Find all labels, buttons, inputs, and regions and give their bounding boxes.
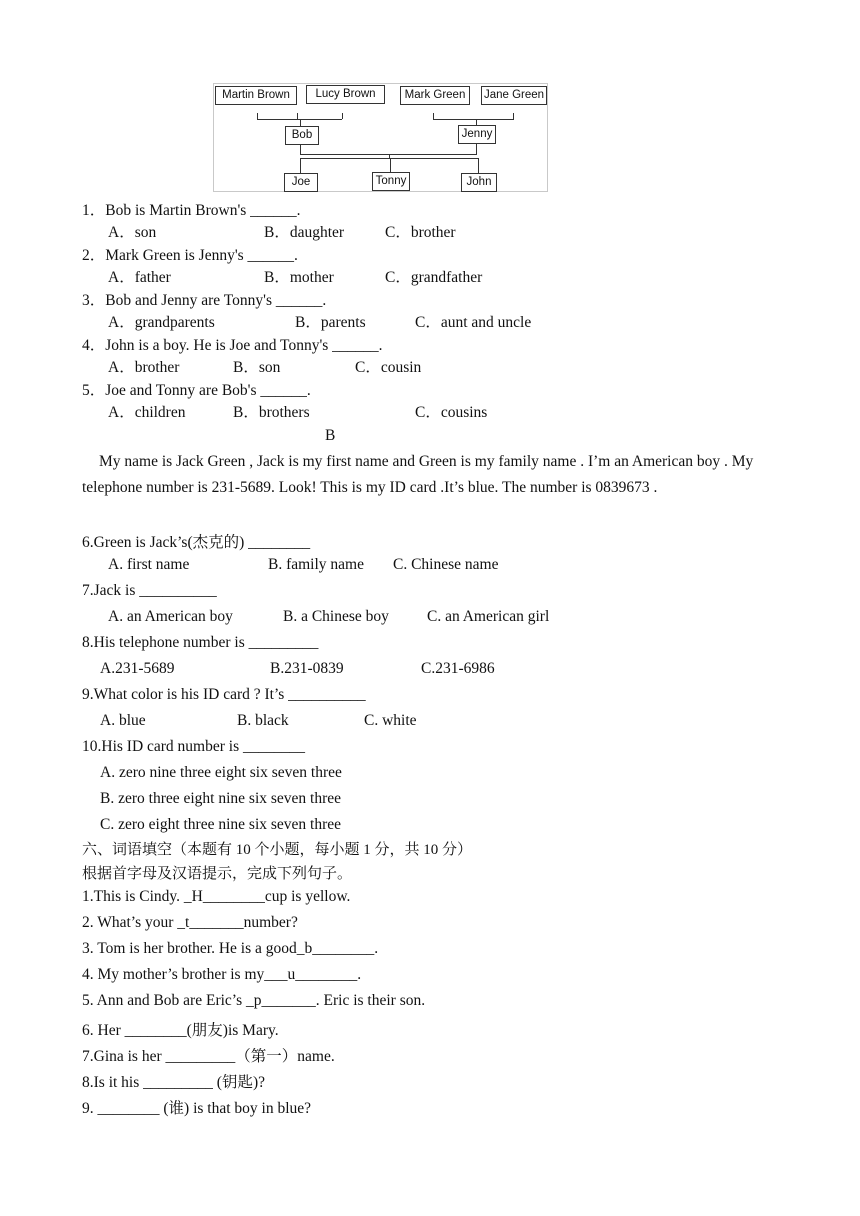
q2-option-a: A．father [108, 269, 171, 286]
q9-option-c: C. white [364, 712, 417, 729]
q1-option-b: B．daughter [264, 224, 345, 241]
q7-option-c: C. an American girl [427, 608, 550, 625]
fill-blank[interactable]: ___u________ [264, 966, 358, 983]
fill-blank[interactable]: _t_______ [177, 914, 244, 931]
q5-option-a: A．children [108, 404, 186, 421]
reading-passage: My name is Jack Green , Jack is my first name and Green is my family name . I’m an American boy . My telephone number is 231-5689. Look! This is my ID card .It’s blue. The number is 0839673 . [82, 453, 754, 496]
q7-option-b: B. a Chinese boy [283, 608, 389, 625]
tree-node-joe: Joe [284, 173, 318, 192]
tree-node-jane-green: Jane Green [481, 86, 547, 105]
q2-option-c: C．grandfather [385, 269, 483, 286]
q6-option-c: C. Chinese name [393, 556, 499, 573]
fill-item-7: 7.Gina is her _________（第一）name. [82, 1048, 335, 1065]
fill-item-9: 9. ________ (谁) is that boy in blue? [82, 1100, 312, 1117]
fill-item-3: 3. Tom is her brother. He is a good_b________. [82, 940, 379, 957]
question-6: 6.Green is Jack’s(杰克的) ________ [82, 534, 311, 551]
fill-blank[interactable]: ________ [124, 1022, 187, 1039]
q7-option-a: A. an American boy [108, 608, 233, 625]
q4-option-a: A．brother [108, 359, 180, 376]
tree-node-martin-brown: Martin Brown [215, 86, 297, 105]
question-4: 4．John is a boy. He is Joe and Tonny's ______. [82, 337, 383, 354]
family-tree-diagram [213, 83, 548, 192]
q6-option-b: B. family name [268, 556, 364, 573]
section-6-instruction: 根据首字母及汉语提示，完成下列句子。 [82, 866, 353, 882]
fill-blank[interactable]: _________ [143, 1074, 213, 1091]
fill-item-1: 1.This is Cindy. _H________cup is yellow. [82, 888, 351, 905]
tree-node-tonny: Tonny [372, 172, 410, 191]
q3-option-c: C．aunt and uncle [415, 314, 532, 331]
q2-option-b: B．mother [264, 269, 334, 286]
q4-option-b: B．son [233, 359, 281, 376]
tree-node-john: John [461, 173, 497, 192]
fill-item-4: 4. My mother’s brother is my___u________. [82, 966, 362, 983]
question-2: 2．Mark Green is Jenny's ______. [82, 247, 298, 264]
q8-option-a: A.231-5689 [100, 660, 175, 677]
question-10: 10.His ID card number is ________ [82, 738, 305, 755]
q10-option-c: C. zero eight three nine six seven three [100, 816, 342, 833]
fill-item-5: 5. Ann and Bob are Eric’s _p_______. Eric is their son. [82, 992, 426, 1009]
q10-option-b: B. zero three eight nine six seven three [100, 790, 342, 807]
fill-blank[interactable]: _p_______ [246, 992, 316, 1009]
q5-option-c: C．cousins [415, 404, 488, 421]
q9-option-a: A. blue [100, 712, 146, 729]
tree-node-mark-green: Mark Green [400, 86, 470, 105]
q8-option-b: B.231-0839 [270, 660, 344, 677]
fill-blank[interactable]: _b________ [296, 940, 375, 957]
q10-option-a: A. zero nine three eight six seven three [100, 764, 342, 781]
fill-blank[interactable]: ________ [97, 1100, 160, 1117]
q8-option-c: C.231-6986 [421, 660, 495, 677]
question-7: 7.Jack is __________ [82, 582, 217, 599]
q4-option-c: C．cousin [355, 359, 422, 376]
section-heading-b: B [325, 427, 336, 444]
q9-option-b: B. black [237, 712, 289, 729]
fill-item-2: 2. What’s your _t_______number? [82, 914, 298, 931]
q6-option-a: A. first name [108, 556, 190, 573]
tree-node-bob: Bob [285, 126, 319, 145]
question-5: 5．Joe and Tonny are Bob's ______. [82, 382, 311, 399]
tree-node-jenny: Jenny [458, 125, 496, 144]
section-6-title: 六、词语填空（本题有 10 个小题，每小题 1 分，共 10 分） [82, 842, 473, 858]
q1-option-c: C．brother [385, 224, 456, 241]
fill-blank[interactable]: _H________ [183, 888, 265, 905]
q3-option-b: B．parents [295, 314, 366, 331]
tree-node-lucy-brown: Lucy Brown [306, 85, 385, 104]
fill-item-8: 8.Is it his _________ (钥匙)? [82, 1074, 265, 1091]
fill-blank[interactable]: _________ [165, 1048, 236, 1065]
fill-item-6: 6. Her ________(朋友)is Mary. [82, 1022, 279, 1039]
question-8: 8.His telephone number is _________ [82, 634, 319, 651]
question-9: 9.What color is his ID card ? It’s __________ [82, 686, 366, 703]
question-3: 3．Bob and Jenny are Tonny's ______. [82, 292, 327, 309]
q1-option-a: A．son [108, 224, 157, 241]
q3-option-a: A．grandparents [108, 314, 215, 331]
question-1: 1．Bob is Martin Brown's ______. [82, 202, 301, 219]
q5-option-b: B．brothers [233, 404, 310, 421]
